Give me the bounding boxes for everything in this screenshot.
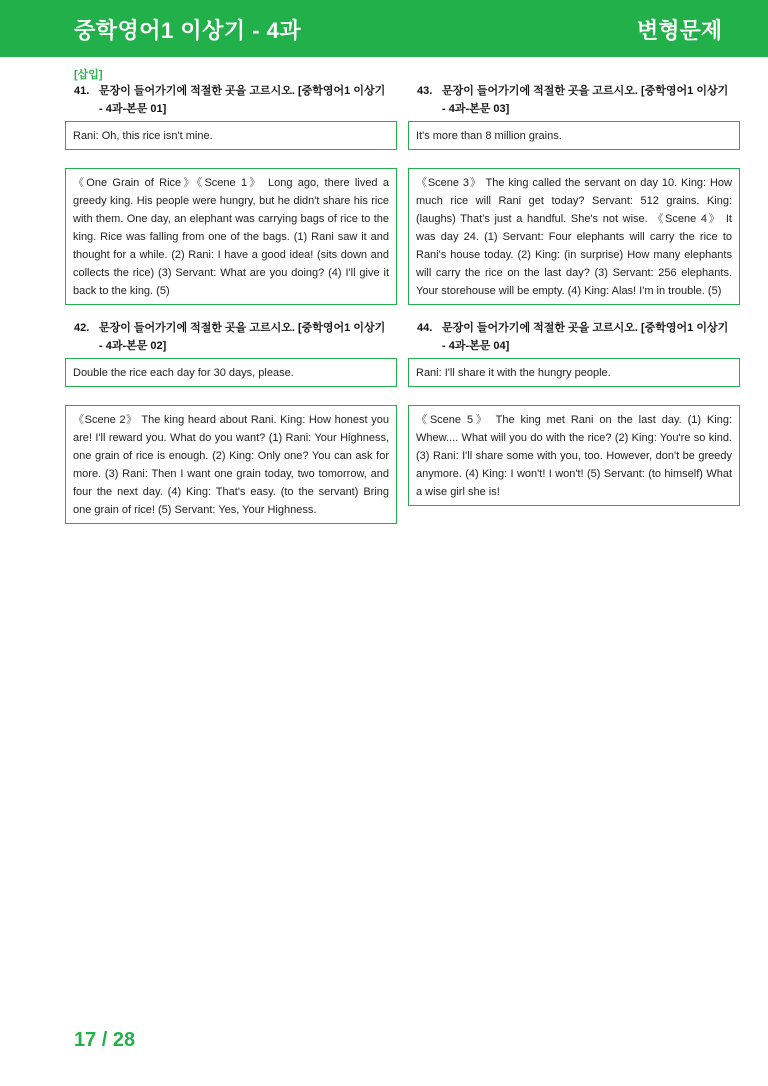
right-column xyxy=(408,66,740,520)
question-43-passage: 《Scene 3》 The king called the servant on day 10. King: How much rice will Rani get today? Servant: 512 grains. King: (laughs) That's just a handful. She's not wise. 《Scene 4》 It was day 24. (1) Servant: Four elephants will carry the rice to Rani's house today. (2) King: (in surprise) How many elephants will carry the rice on the last day? (3) Servant: 256 elephants. Your storehouse will be empty. (4) King: Alas! I'm in trouble. (5) xyxy=(408,168,740,305)
question-42-passage: 《Scene 2》 The king heard about Rani. King: How honest you are! I'll reward you. What do you want? (1) Rani: Your Highness, one grain of rice is enough. (2) King: Only one? You can ask for more. (3) Rani: Then I want one grain today, two tomorrow, and four the next day. (4) King: That's easy. (to the servant) Bring one grain of rice! (5) Servant: Yes, Your Highness. xyxy=(65,405,397,524)
page-number: 17 / 28 xyxy=(74,1029,136,1051)
question-44-passage: 《Scene 5》 The king met Rani on the last day. (1) King: Whew.... What will you do with the rice? (2) King: You're so kind. (3) Rani: I'll share some with you, too. However, don't be greedy anymore. (4) King: I won't! I won't! (5) Servant: (to himself) What a wise girl she is! xyxy=(408,405,740,506)
question-number: 42. xyxy=(74,322,90,334)
document-title: 중학영어1 이상기 - 4과 xyxy=(74,18,302,43)
question-41-sentence-box: Rani: Oh, this rice isn't mine. xyxy=(65,121,397,150)
question-prompt: 문장이 들어가기에 적절한 곳을 고르시오. [중학영어1 이상기 xyxy=(442,85,729,97)
section-label-spacer xyxy=(417,66,740,80)
question-number: 44. xyxy=(417,322,433,334)
question-prompt: 문장이 들어가기에 적절한 곳을 고르시오. [중학영어1 이상기 xyxy=(442,322,729,334)
question-42-prompt xyxy=(65,319,397,355)
question-source: - 4과-본문 01] xyxy=(99,103,167,115)
question-44-sentence-box: Rani: I'll share it with the hungry people. xyxy=(408,358,740,387)
question-prompt: 문장이 들어가기에 적절한 곳을 고르시오. [중학영어1 이상기 xyxy=(99,85,386,97)
document-type-tag: 변형문제 xyxy=(636,18,722,43)
question-source: - 4과-본문 03] xyxy=(442,103,510,115)
question-42-sentence-box: Double the rice each day for 30 days, please. xyxy=(65,358,397,387)
question-41-passage: 《One Grain of Rice》《Scene 1》 Long ago, there lived a greedy king. His people were hungry, but he didn't share his rice with them. One day, an elephant was carrying bags of rice to the king. Rice was falling from one of the bags. (1) Rani saw it and thought for a while. (2) Rani: I have a good idea! (sits down and collects the rice) (3) Servant: What are you doing? (4) I'll give it back to the king. (5) xyxy=(65,168,397,305)
left-column xyxy=(65,66,397,538)
question-source: - 4과-본문 04] xyxy=(442,340,510,352)
question-43-sentence-box: It's more than 8 million grains. xyxy=(408,121,740,150)
question-prompt: 문장이 들어가기에 적절한 곳을 고르시오. [중학영어1 이상기 xyxy=(99,322,386,334)
question-source: - 4과-본문 02] xyxy=(99,340,167,352)
question-number: 41. xyxy=(74,85,90,97)
question-43-prompt xyxy=(408,82,740,118)
section-label: [삽입] xyxy=(74,69,103,81)
question-number: 43. xyxy=(417,85,433,97)
question-44-prompt xyxy=(408,319,740,355)
question-41-prompt xyxy=(65,82,397,118)
page-header xyxy=(0,0,768,57)
